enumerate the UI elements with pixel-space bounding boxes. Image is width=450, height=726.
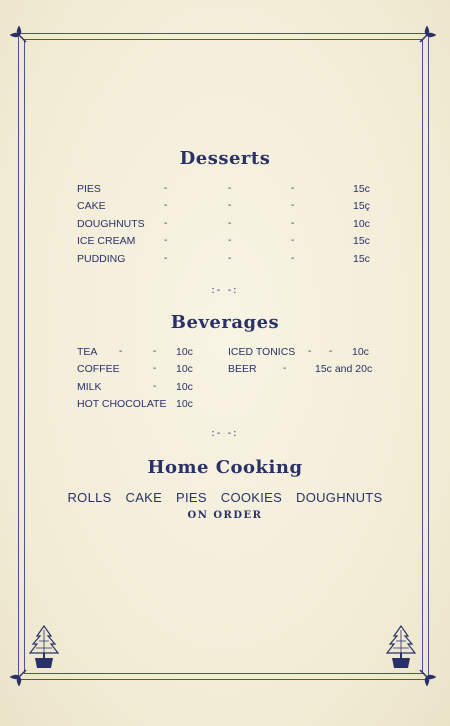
item-price: 10c: [176, 381, 193, 393]
item-price: 15c and 20c: [315, 363, 373, 375]
item-price: 15c: [353, 253, 370, 265]
item-name: PUDDING: [77, 253, 126, 265]
fleur-de-lis-icon: [418, 26, 436, 44]
fleur-de-lis-icon: [10, 26, 28, 44]
desserts-heading: Desserts: [179, 148, 271, 169]
item-price: 10c: [176, 346, 193, 358]
item-price: 10c: [176, 363, 193, 375]
home-cooking-heading: Home Cooking: [147, 457, 303, 478]
item-name: ICED TONICS: [228, 346, 296, 358]
potted-tree-icon: [27, 624, 61, 670]
item-name: PIES: [77, 183, 101, 195]
item-price: 10c: [353, 218, 370, 230]
item-price: 10c: [352, 346, 369, 358]
item-name: TEA: [77, 346, 98, 358]
item-name: CAKE: [77, 200, 106, 212]
item-name: MILK: [77, 381, 102, 393]
home-cooking-items: ROLLS CAKE PIES COOKIES DOUGHNUTS: [67, 490, 383, 505]
fleur-de-lis-icon: [10, 668, 28, 686]
item-name: HOT CHOCOLATE: [77, 398, 167, 410]
fleur-de-lis-icon: [418, 668, 436, 686]
item-name: DOUGHNUTS: [77, 218, 145, 230]
item-name: ICE CREAM: [77, 235, 136, 247]
separator: :- -:: [211, 285, 239, 296]
item-price: 15c: [353, 235, 370, 247]
menu-page: Desserts PIES - - - 15c CAKE - - - 15ç DOUGHNUTS - - - 10c ICE CREAM - - - 15c PUDDING - - - 15c :- -: Beverages TEA - - 10c COFFEE - 10c MILK - 10c HOT CHOCOLATE 10c ICED TONICS - - 10c BEER - 15c and 20c :- -: Home Cooking ROLLS CAKE PIES COOKIES DOUGHNUTS ON ORDER: [0, 0, 450, 726]
item-name: BEER: [228, 363, 257, 375]
item-price: 10c: [176, 398, 193, 410]
beverages-heading: Beverages: [170, 312, 280, 333]
potted-tree-icon: [384, 624, 418, 670]
separator: :- -:: [211, 428, 239, 439]
item-name: COFFEE: [77, 363, 120, 375]
on-order-note: ON ORDER: [187, 510, 263, 521]
item-price: 15ç: [353, 200, 370, 212]
item-price: 15c: [353, 183, 370, 195]
